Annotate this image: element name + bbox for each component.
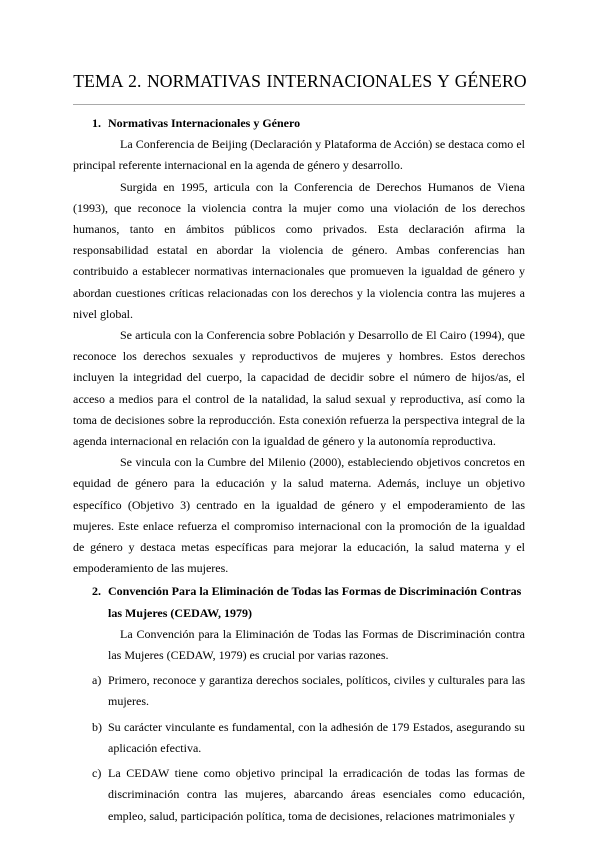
title-divider	[73, 104, 525, 105]
section-2-heading	[73, 581, 525, 623]
section-1-number: 1.	[92, 116, 101, 130]
paragraph: Se articula con la Conferencia sobre Población y Desarrollo de El Cairo (1994), que reconoce los derechos sexuales y reproductivos de mujeres y hombres. Estos derechos incluyen la integridad del cuerpo, la capacidad de decidir sobre el número de hijos/as, el acceso a medios para el control de la natalidad, la salud sexual y reproductiva, así como la toma de decisiones sobre la reproducción. Esta conexión refuerza la perspectiva integral de la agenda internacional en relación con la igualdad de género y la autonomía reproductiva.	[73, 328, 525, 449]
page-title: TEMA 2. NORMATIVAS INTERNACIONALES Y GÉNERO	[73, 71, 527, 91]
list-item	[73, 717, 525, 759]
paragraph: Surgida en 1995, articula con la Conferencia de Derechos Humanos de Viena (1993), que reconoce la violencia contra la mujer como una violación de los derechos humanos, tanto en ámbitos públicos como privados. Esta declaración afirma la responsabilidad estatal en abordar la violencia de género. Ambas conferencias han contribuido a establecer normativas internacionales que promueven la igualdad de género y abordan cuestiones críticas relacionadas con los derechos y la violencia contra las mujeres a nivel global.	[73, 179, 525, 321]
list-item	[73, 670, 525, 712]
list-item-letter: c)	[92, 766, 102, 781]
list-item-text: La CEDAW tiene como objetivo principal la erradicación de todas las formas de discriminación contra las mujeres, abarcando áreas esenciales como educación, empleo, salud, participación política, toma de decisiones, relaciones matrimoniales y	[108, 766, 525, 823]
list-item-letter: a)	[92, 673, 102, 688]
paragraph: Se vincula con la Cumbre del Milenio (2000), estableciendo objetivos concretos en equidad de género para la educación y la salud materna. Además, incluye un objetivo específico (Objetivo 3) centrado en la igualdad de género y el empoderamiento de las mujeres. Este enlace refuerza el compromiso internacional con la promoción de la igualdad de género y destaca metas específicas para mejorar la educación, la salud materna y el empoderamiento de las mujeres.	[73, 455, 525, 576]
section-2-number: 2.	[92, 584, 101, 599]
paragraph: La Conferencia de Beijing (Declaración y Plataforma de Acción) se destaca como el principal referente internacional en la agenda de género y desarrollo.	[73, 137, 525, 173]
document-body	[73, 113, 525, 827]
section-1-heading	[73, 113, 525, 134]
list-item-text: Primero, reconoce y garantiza derechos sociales, políticos, civiles y culturales para las mujeres.	[108, 673, 525, 709]
section-2-intro: La Convención para la Eliminación de Todas las Formas de Discriminación contra las Mujeres (CEDAW, 1979) es crucial por varias razones.	[108, 626, 525, 663]
list-item	[73, 763, 525, 827]
section-1-title: Normativas Internacionales y Género	[108, 116, 301, 130]
section-2-title: Convención Para la Eliminación de Todas las Formas de Discriminación Contras las Mujeres (CEDAW, 1979)	[108, 584, 522, 620]
list-item-text: Su carácter vinculante es fundamental, con la adhesión de 179 Estados, asegurando su aplicación efectiva.	[108, 719, 525, 755]
list-item-letter: b)	[92, 719, 102, 734]
